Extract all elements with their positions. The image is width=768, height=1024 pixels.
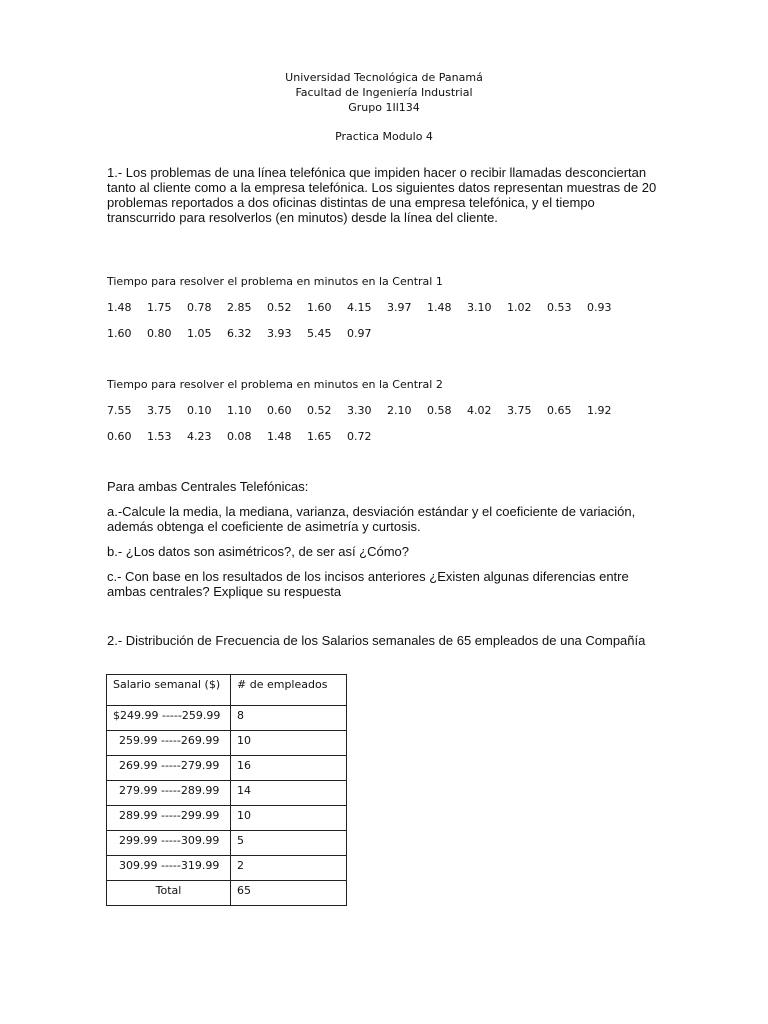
value-cell: 0.93 bbox=[587, 301, 612, 314]
value-cell: 0.78 bbox=[187, 301, 212, 314]
table-row bbox=[107, 731, 347, 756]
value-cell: 3.10 bbox=[467, 301, 492, 314]
header-employees: # de empleados bbox=[231, 675, 347, 706]
salary-range: 289.99 -----299.99 bbox=[107, 806, 231, 831]
value-cell: 1.48 bbox=[107, 301, 132, 314]
faculty-name: Facultad de Ingeniería Industrial bbox=[295, 86, 473, 99]
header-salary: Salario semanal ($) bbox=[107, 675, 231, 706]
value-cell: 4.23 bbox=[187, 430, 212, 443]
problem2-intro: 2.- Distribución de Frecuencia de los Salarios semanales de 65 empleados de una Compañía bbox=[107, 633, 646, 648]
employee-count: 14 bbox=[231, 781, 347, 806]
table-row bbox=[107, 856, 347, 881]
question-a: a.-Calcule la media, la mediana, varianza, desviación estándar y el coeficiente de variación, además obtenga el coeficiente de asimetría y curtosis. bbox=[107, 504, 636, 534]
employee-count: 2 bbox=[231, 856, 347, 881]
both-centrals-label: Para ambas Centrales Telefónicas: bbox=[107, 479, 309, 494]
value-cell: 4.02 bbox=[467, 404, 492, 417]
value-cell: 1.60 bbox=[107, 327, 132, 340]
value-cell: 3.97 bbox=[387, 301, 412, 314]
employee-count: 10 bbox=[231, 731, 347, 756]
value-cell: 1.75 bbox=[147, 301, 172, 314]
value-cell: 3.75 bbox=[147, 404, 172, 417]
question-c: c.- Con base en los resultados de los incisos anteriores ¿Existen algunas diferencias entre ambas centrales? Explique su respuesta bbox=[107, 569, 629, 599]
value-cell: 2.10 bbox=[387, 404, 412, 417]
table-row bbox=[107, 706, 347, 731]
value-cell: 1.92 bbox=[587, 404, 612, 417]
salary-range: 259.99 -----269.99 bbox=[107, 731, 231, 756]
value-cell: 1.48 bbox=[267, 430, 292, 443]
value-cell: 1.53 bbox=[147, 430, 172, 443]
central1-label: Tiempo para resolver el problema en minutos en la Central 1 bbox=[107, 275, 443, 288]
employee-count: 5 bbox=[231, 831, 347, 856]
value-cell: 3.75 bbox=[507, 404, 532, 417]
value-cell: 0.58 bbox=[427, 404, 452, 417]
value-cell: 0.10 bbox=[187, 404, 212, 417]
value-cell: 0.65 bbox=[547, 404, 572, 417]
value-cell: 0.52 bbox=[267, 301, 292, 314]
university-name: Universidad Tecnológica de Panamá bbox=[285, 71, 483, 84]
group-name: Grupo 1Il134 bbox=[348, 101, 420, 114]
value-cell: 2.85 bbox=[227, 301, 252, 314]
employee-count: 8 bbox=[231, 706, 347, 731]
value-cell: 6.32 bbox=[227, 327, 252, 340]
total-value: 65 bbox=[231, 881, 347, 906]
total-label: Total bbox=[107, 881, 231, 906]
value-cell: 7.55 bbox=[107, 404, 132, 417]
value-cell: 1.65 bbox=[307, 430, 332, 443]
value-cell: 3.30 bbox=[347, 404, 372, 417]
value-cell: 3.93 bbox=[267, 327, 292, 340]
table-header-row bbox=[107, 675, 347, 706]
value-cell: 1.60 bbox=[307, 301, 332, 314]
question-b: b.- ¿Los datos son asimétricos?, de ser así ¿Cómo? bbox=[107, 544, 410, 559]
value-cell: 1.05 bbox=[187, 327, 212, 340]
table-row bbox=[107, 781, 347, 806]
value-cell: 0.08 bbox=[227, 430, 252, 443]
practice-title: Practica Modulo 4 bbox=[335, 130, 433, 143]
salary-range: 269.99 -----279.99 bbox=[107, 756, 231, 781]
salary-range: 299.99 -----309.99 bbox=[107, 831, 231, 856]
salary-range: 309.99 -----319.99 bbox=[107, 856, 231, 881]
salary-frequency-table bbox=[106, 674, 347, 906]
salary-range: 279.99 -----289.99 bbox=[107, 781, 231, 806]
value-cell: 0.52 bbox=[307, 404, 332, 417]
value-cell: 1.10 bbox=[227, 404, 252, 417]
document-header bbox=[0, 70, 768, 144]
value-cell: 0.80 bbox=[147, 327, 172, 340]
table-row bbox=[107, 806, 347, 831]
employee-count: 10 bbox=[231, 806, 347, 831]
value-cell: 1.02 bbox=[507, 301, 532, 314]
value-cell: 0.72 bbox=[347, 430, 372, 443]
salary-range: $249.99 -----259.99 bbox=[107, 706, 231, 731]
table-row bbox=[107, 756, 347, 781]
value-cell: 0.97 bbox=[347, 327, 372, 340]
central2-label: Tiempo para resolver el problema en minutos en la Central 2 bbox=[107, 378, 443, 391]
value-cell: 1.48 bbox=[427, 301, 452, 314]
value-cell: 0.53 bbox=[547, 301, 572, 314]
value-cell: 4.15 bbox=[347, 301, 372, 314]
problem1-intro: 1.- Los problemas de una línea telefónica que impiden hacer o recibir llamadas desconciertan tanto al cliente como a la empresa telefónica. Los siguientes datos representan muestras de 20 problemas reportados a dos oficinas distintas de una empresa telefónica, y el tiempo transcurrido para resolverlos (en minutos) desde la línea del cliente. bbox=[107, 165, 657, 225]
employee-count: 16 bbox=[231, 756, 347, 781]
value-cell: 5.45 bbox=[307, 327, 332, 340]
value-cell: 0.60 bbox=[107, 430, 132, 443]
table-total-row bbox=[107, 881, 347, 906]
value-cell: 0.60 bbox=[267, 404, 292, 417]
table-row bbox=[107, 831, 347, 856]
